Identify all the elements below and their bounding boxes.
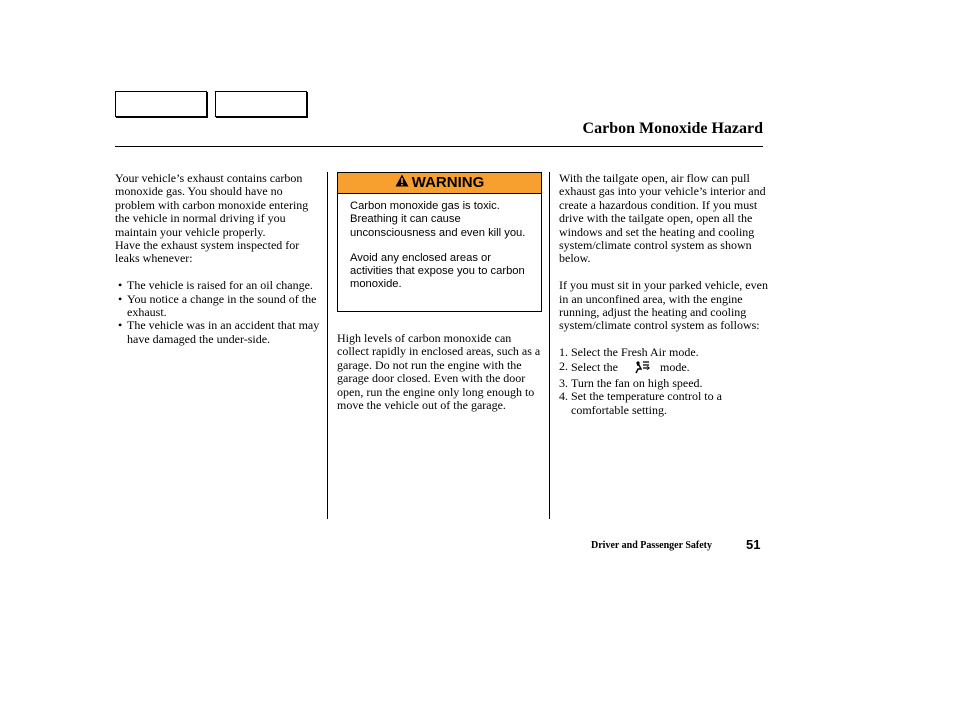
column-left — [115, 172, 320, 346]
parked-paragraph: If you must sit in your parked vehicle, even in an unconfined area, with the engine running, adjust the heating and cooling system/climate control system as follows: — [559, 278, 768, 333]
warning-body — [338, 194, 541, 292]
nav-tab-box-1[interactable] — [115, 91, 207, 117]
title-rule — [115, 146, 763, 147]
list-item: 3. Turn the fan on high speed. — [559, 376, 703, 391]
vent-mode-icon — [632, 360, 650, 377]
garage-paragraph: High levels of carbon monoxide can collect rapidly in enclosed areas, such as a garage. Do not run the engine with the garage door closed. Even with the door open, run the engine only long enough to move the vehicle out of the garage. — [337, 331, 541, 413]
list-item: • The vehicle was in an accident that may have damaged the under-side. — [115, 319, 320, 346]
column-right — [559, 172, 769, 417]
climate-steps-list — [559, 346, 769, 417]
list-item: 4. Set the temperature control to a comfortable setting. — [559, 389, 722, 417]
warning-label: WARNING — [411, 174, 485, 191]
list-item: • The vehicle is raised for an oil change. — [115, 279, 320, 292]
page-number: 51 — [746, 537, 761, 552]
warning-text-1: Carbon monoxide gas is toxic. Breathing it can cause unconsciousness and even kill you. — [350, 200, 526, 239]
column-divider-1 — [327, 172, 328, 519]
page-title: Carbon Monoxide Hazard — [582, 120, 763, 137]
warning-text-2: Avoid any enclosed areas or activities that expose you to carbon monoxide. — [350, 251, 525, 291]
warning-triangle-icon — [395, 174, 409, 192]
warning-box — [337, 172, 542, 312]
list-item: 2. Select the mode. — [559, 360, 769, 377]
column-middle — [337, 332, 542, 412]
column-divider-2 — [549, 172, 550, 519]
list-item: 1. Select the Fresh Air mode. — [559, 345, 699, 360]
warning-header — [338, 173, 541, 194]
nav-tab-box-2[interactable] — [215, 91, 307, 117]
inspection-bullet-list — [115, 279, 320, 346]
section-footer-label: Driver and Passenger Safety — [591, 540, 713, 551]
list-item: • You notice a change in the sound of the exhaust. — [115, 293, 320, 320]
tailgate-paragraph: With the tailgate open, air flow can pull exhaust gas into your vehicle’s interior and create a hazardous condition. If you must drive with the tailgate open, open all the windows and set the heating and cooling system/climate control system as shown below. — [559, 171, 766, 266]
inspect-paragraph: Have the exhaust system inspected for leaks whenever: — [115, 238, 300, 266]
intro-paragraph: Your vehicle’s exhaust contains carbon monoxide gas. You should have no problem with carbon monoxide entering the vehicle in normal driving if you maintain your vehicle properly. — [115, 171, 309, 239]
